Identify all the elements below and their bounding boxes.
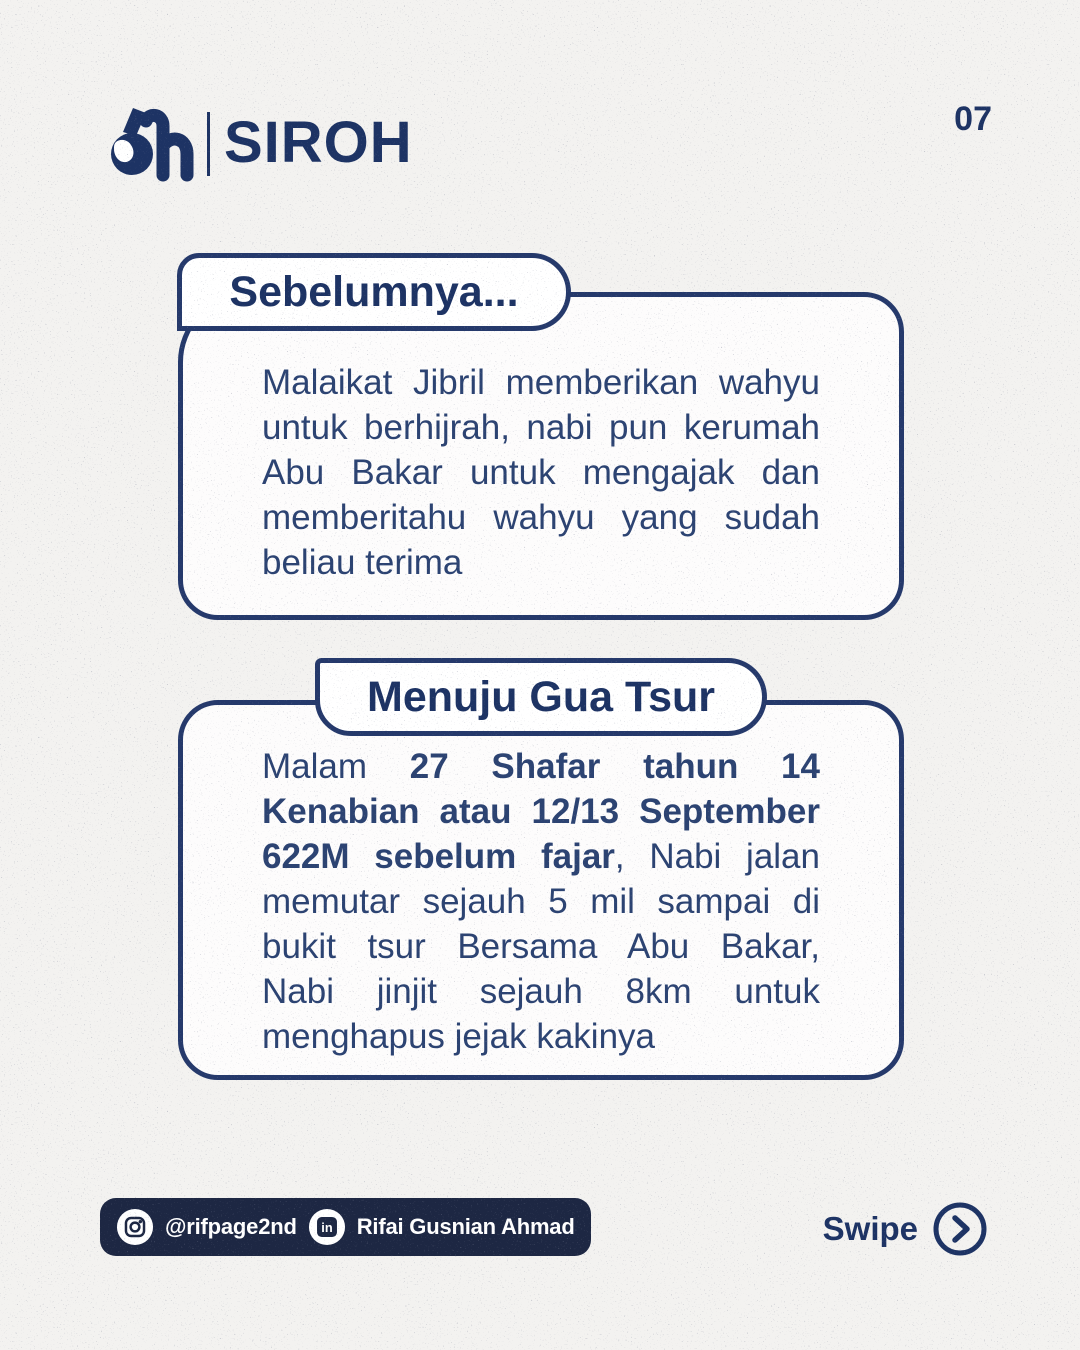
body-text: memutar sejauh 5 mil sampai di	[262, 882, 820, 921]
card-body-line	[262, 924, 820, 969]
body-text: Malaikat Jibril memberikan wahyu	[262, 363, 820, 402]
card-body-line	[262, 1014, 820, 1059]
emphasized-text: 27 Shafar tahun 14	[409, 747, 820, 786]
svg-text:in: in	[321, 1220, 333, 1236]
body-text: Abu Bakar untuk mengajak dan	[262, 453, 820, 492]
card-tab-label: Menuju Gua Tsur	[367, 672, 715, 721]
body-text: Malam	[262, 747, 410, 786]
card-tab-sebelumnya	[177, 253, 571, 331]
card-body-line	[262, 834, 820, 879]
brand-name: SIROH	[224, 110, 413, 175]
card-body-sebelumnya	[262, 360, 820, 585]
card-tab-menuju-gua-tsur	[315, 658, 767, 736]
card-body-line	[262, 540, 820, 585]
brand-divider	[207, 112, 210, 176]
arrow-right-circle-icon[interactable]	[932, 1201, 988, 1257]
card-body-line	[262, 405, 820, 450]
instagram-handle[interactable]: @rifpage2nd	[165, 1214, 297, 1239]
card-body-line	[262, 789, 820, 834]
body-text: bukit tsur Bersama Abu Bakar,	[262, 927, 820, 966]
card-body-line	[262, 744, 820, 789]
body-text: memberitahu wahyu yang sudah	[262, 498, 820, 537]
instagram-icon[interactable]	[116, 1208, 154, 1246]
card-body-line	[262, 450, 820, 495]
linkedin-icon[interactable]	[308, 1208, 346, 1246]
card-body-line	[262, 360, 820, 405]
brand-logo-icon	[98, 104, 200, 182]
card-body-line	[262, 495, 820, 540]
linkedin-name[interactable]: Rifai Gusnian Ahmad	[356, 1214, 575, 1239]
body-text: , Nabi jalan	[614, 837, 820, 876]
card-body-line	[262, 879, 820, 924]
emphasized-text: 622M sebelum fajar	[262, 837, 615, 876]
swipe-button[interactable]	[823, 1200, 988, 1258]
body-text: beliau terima	[262, 543, 463, 582]
social-handles-pill[interactable]	[100, 1198, 591, 1256]
body-text: untuk berhijrah, nabi pun kerumah	[262, 408, 820, 447]
swipe-label: Swipe	[822, 1210, 918, 1247]
card-body-menuju-gua-tsur	[262, 744, 820, 1059]
body-text: menghapus jejak kakinya	[262, 1017, 656, 1056]
emphasized-text: Kenabian atau 12/13 September	[262, 792, 820, 831]
page-number: 07	[954, 100, 992, 138]
card-tab-label: Sebelumnya...	[229, 267, 519, 316]
card-body-line	[262, 969, 820, 1014]
body-text: Nabi jinjit sejauh 8km untuk	[262, 972, 820, 1011]
